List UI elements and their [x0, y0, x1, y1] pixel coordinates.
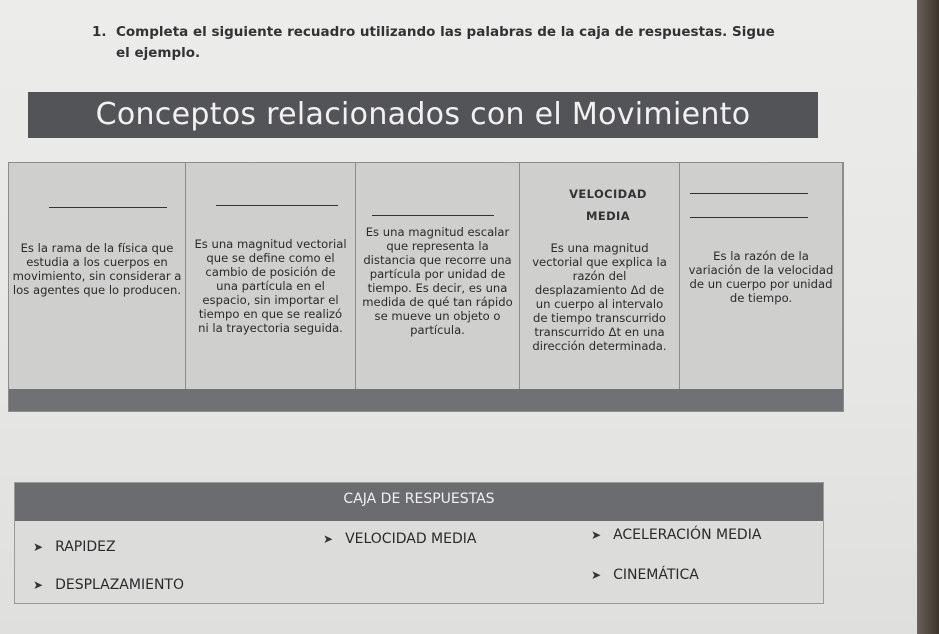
arrow-icon: ➤: [591, 528, 602, 542]
answer-option: [591, 527, 761, 543]
answer-option-label: VELOCIDAD MEDIA: [345, 531, 477, 547]
table-column: [356, 163, 520, 389]
instruction-text: Completa el siguiente recuadro utilizando las palabras de la caja de respuestas. Sigue el ejemplo.: [116, 24, 775, 61]
table-column: [9, 163, 186, 389]
column-description: Es una magnitud escalar que representa la distancia que recorre una partícula por unidad de tiempo. Es decir, es una medida de qué tan rápido se mueve un objeto o partícula.: [362, 225, 513, 337]
column-description: Es la rama de la física que estudia a los cuerpos en movimiento, sin considerar a los agentes que lo producen.: [12, 241, 182, 297]
table-footer-bar: [9, 389, 843, 411]
instruction: [92, 22, 792, 64]
answer-option: [33, 577, 184, 593]
answer-option-label: RAPIDEZ: [55, 539, 116, 555]
answer-blank[interactable]: [372, 215, 494, 216]
answer-option-label: DESPLAZAMIENTO: [55, 577, 184, 593]
answer-option: [591, 567, 699, 583]
table-column: [186, 163, 356, 389]
answer-option: [33, 539, 116, 555]
table-column: [680, 163, 843, 389]
column-header: VELOCIDAD MEDIA: [569, 187, 647, 223]
answer-blank[interactable]: [216, 205, 338, 206]
arrow-icon: ➤: [33, 578, 44, 592]
answer-blank[interactable]: [49, 207, 167, 208]
column-description: Es la razón de la variación de la velocidad de un cuerpo por unidad de tiempo.: [688, 249, 834, 305]
answer-blank[interactable]: [690, 217, 808, 218]
arrow-icon: ➤: [33, 540, 44, 554]
answer-option-label: CINEMÁTICA: [613, 567, 699, 583]
column-description: Es una magnitud vectorial que explica la razón del desplazamiento Δd de un cuerpo al intervalo de tiempo transcurrido transcurrido Δt en una dirección determinada.: [532, 241, 667, 353]
banner-title: Conceptos relacionados con el Movimiento: [28, 92, 818, 138]
arrow-icon: ➤: [591, 568, 602, 582]
desk-edge: [917, 0, 939, 634]
concepts-table: [8, 162, 844, 412]
table-column: [520, 163, 680, 389]
arrow-icon: ➤: [323, 532, 334, 546]
instruction-number: 1.: [92, 24, 107, 40]
column-description: Es una magnitud vectorial que se define como el cambio de posición de una partícula en el espacio, sin importar el tiempo en que se realizó ni la trayectoria seguida.: [194, 237, 347, 335]
answer-box: [14, 482, 824, 604]
answer-box-title: CAJA DE RESPUESTAS: [15, 483, 823, 521]
answer-blank[interactable]: [690, 193, 808, 194]
answer-option: [323, 531, 476, 547]
answer-option-label: ACELERACIÓN MEDIA: [613, 527, 762, 543]
